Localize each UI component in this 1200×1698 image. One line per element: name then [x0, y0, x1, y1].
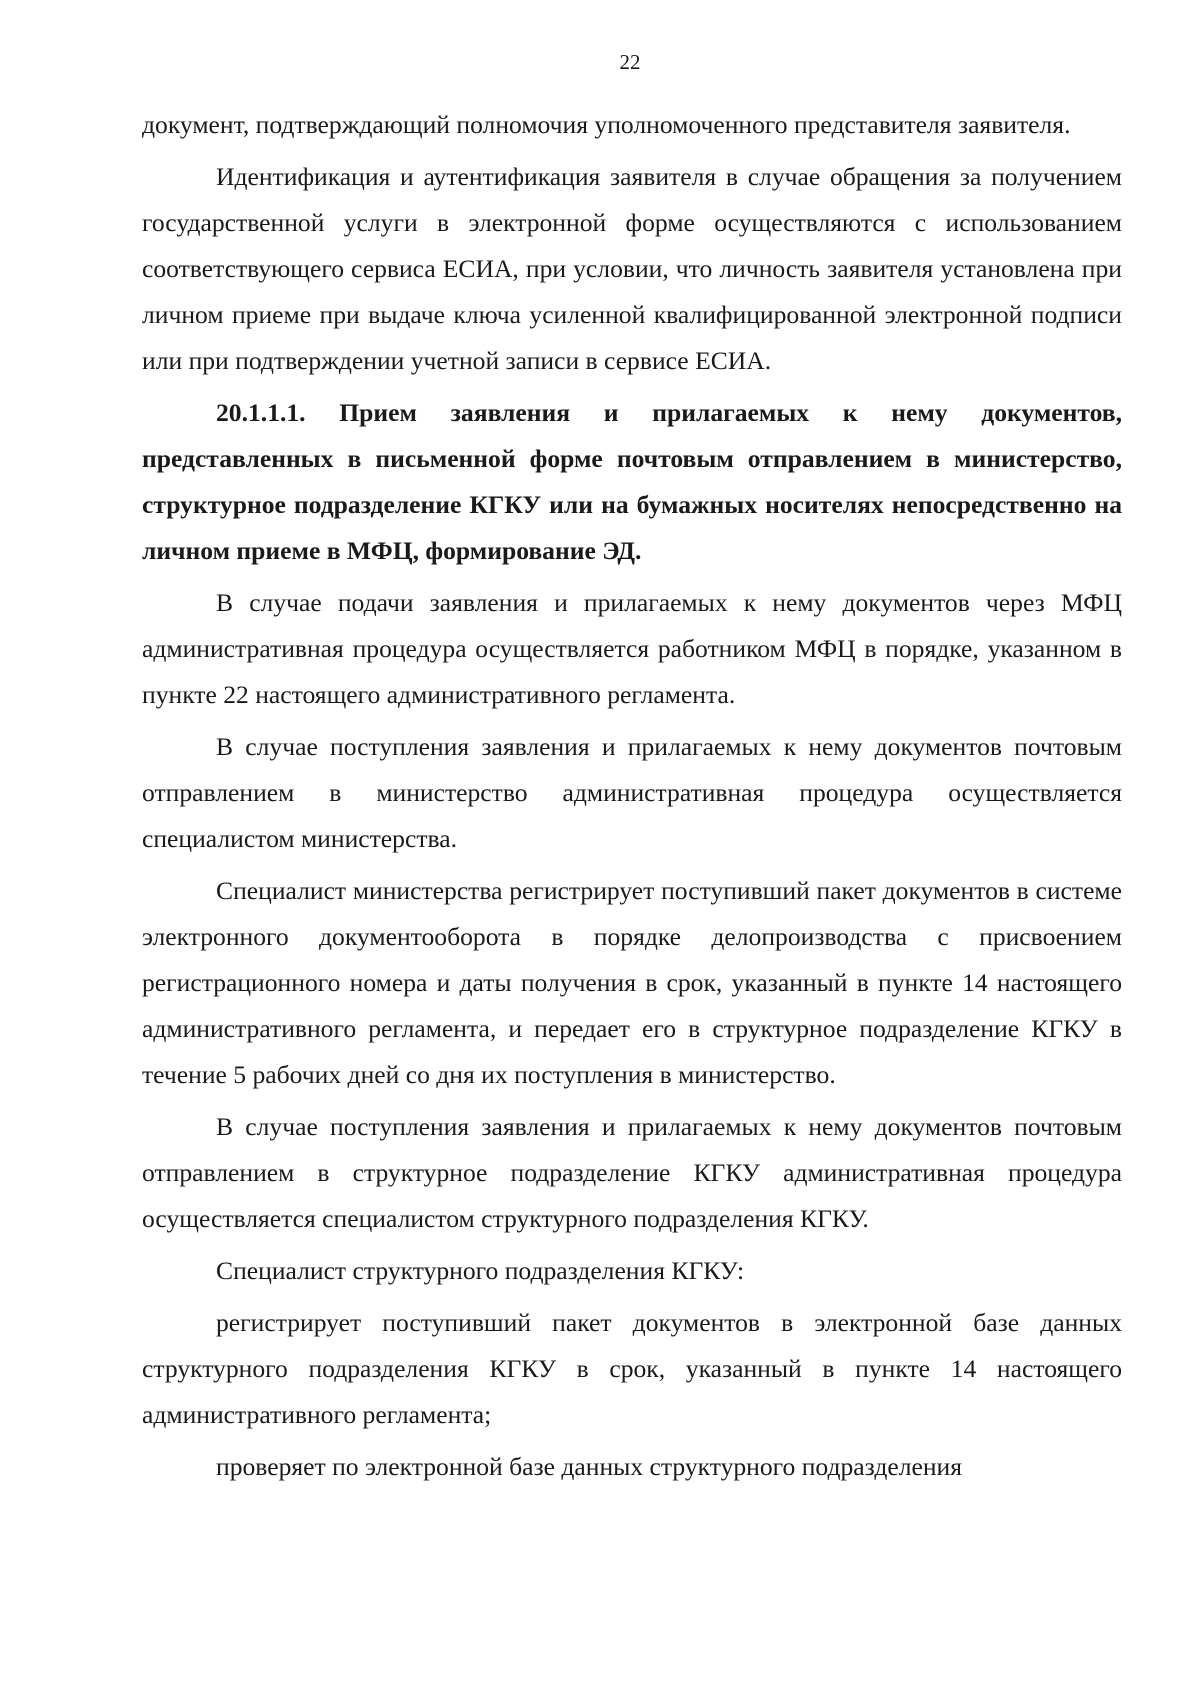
paragraph-ministry-registration: Специалист министерства регистрирует поступивший пакет документов в системе электронного документооборота в порядке делопроизводства с присвоением регистрационного номера и даты получения в срок, указанный в пункте 14 настоящего административного регламента, и передает его в структурное подразделение КГКУ в течение 5 рабочих дней со дня их поступления в министерство.	[142, 876, 1122, 1089]
page-number: 22	[619, 50, 641, 74]
paragraph-kgku-specialist: Специалист структурного подразделения КГКУ:	[216, 1256, 745, 1285]
section-heading-20-1-1-1: 20.1.1.1. Прием заявления и прилагаемых к нему документов, представленных в письменной форме почтовым отправлением в министерство, структурное подразделение КГКУ или на бумажных носителях непосредственно на личном приеме в МФЦ, формирование ЭД.	[142, 398, 1122, 565]
paragraph-kgku-mail: В случае поступления заявления и прилагаемых к нему документов почтовым отправлением в структурное подразделение КГКУ административная процедура осуществляется специалистом структурного подразделения КГКУ.	[142, 1112, 1122, 1233]
document-body	[142, 102, 1122, 1490]
paragraph-identification: Идентификация и аутентификация заявителя в случае обращения за получением государственной услуги в электронной форме осуществляются с использованием соответствующего сервиса ЕСИА, при условии, что личность заявителя установлена при личном приеме при выдаче ключа усиленной квалифицированной электронной подписи или при подтверждении учетной записи в сервисе ЕСИА.	[142, 162, 1122, 375]
paragraph-ministry-mail: В случае поступления заявления и прилагаемых к нему документов почтовым отправлением в министерство административная процедура осуществляется специалистом министерства.	[142, 732, 1122, 853]
paragraph-checks-database: проверяет по электронной базе данных структурного подразделения	[216, 1452, 962, 1481]
paragraph-registers-package: регистрирует поступивший пакет документов в электронной базе данных структурного подразделения КГКУ в срок, указанный в пункте 14 настоящего административного регламента;	[142, 1308, 1122, 1429]
paragraph-continuation: документ, подтверждающий полномочия уполномоченного представителя заявителя.	[142, 110, 1071, 139]
paragraph-mfc-submission: В случае подачи заявления и прилагаемых к нему документов через МФЦ административная процедура осуществляется работником МФЦ в порядке, указанном в пункте 22 настоящего административного регламента.	[142, 588, 1122, 709]
